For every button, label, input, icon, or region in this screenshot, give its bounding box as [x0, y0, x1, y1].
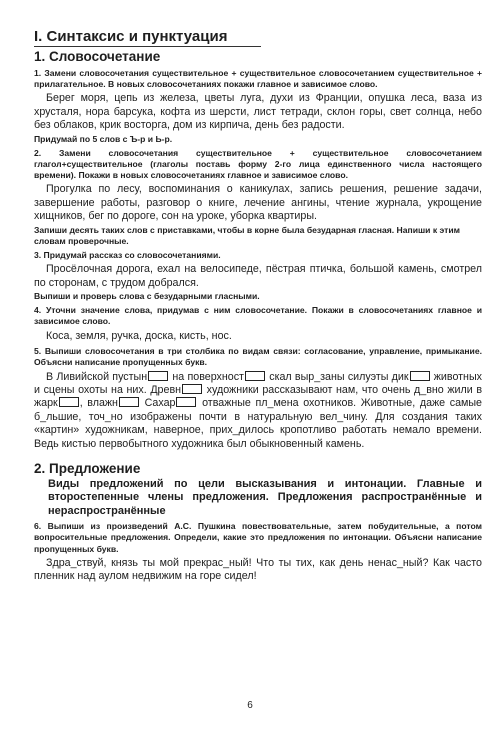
text-segment: Сахар: [139, 397, 176, 410]
task-1-instruction: 1. Замени словосочетания существительное + существительное словосочетанием существительное + прилагательное. В новых словосочетаниях покажи главное и зависимое слово.: [34, 68, 482, 90]
blank-box: [182, 384, 202, 394]
task-3-note: Выпиши и проверь слова с безударными гласными.: [34, 291, 260, 302]
blank-box: [119, 397, 139, 407]
task-4-text: Коса, земля, ручка, доска, кисть, нос.: [46, 329, 232, 342]
text-segment: на поверхност: [169, 370, 244, 383]
task-2-note: Запиши десять таких слов с приставками, чтобы в корне была безударная гласная. Напиши к этим словам проверочные.: [34, 224, 461, 246]
section-title-1: 1. Словосочетание: [34, 49, 161, 64]
textbook-page: [34, 28, 482, 585]
task-4-instruction: 4. Уточни значение слова, придумав с ним словосочетание. Покажи в словосочетаниях главное и зависимое слово.: [34, 305, 482, 327]
blank-box: [59, 397, 79, 407]
task-1-note: Придумай по 5 слов с Ъ-р и Ь-р.: [34, 133, 173, 144]
text-segment: художники рассказывают нам, что очень д_вно жили в жарк: [34, 383, 482, 410]
text-segment: В Ливийской пустын: [46, 370, 148, 383]
blank-box: [410, 371, 430, 381]
task-2-text: Прогулка по лесу, воспоминания о каникулах, запись решения, решение задачи, завершение работы, разговор о книге, лечение ангины, чтение журнала, укрощение хищников, бег по дороге, сон на уроке, уборка квартиры.: [34, 183, 482, 223]
task-5-instruction: 5. Выпиши словосочетания в три столбика по видам связи: согласование, управление, примыкание. Объясни написание пропущенных букв.: [34, 346, 482, 368]
task-3-text: Просёлочная дорога, ехал на велосипеде, пёстрая птичка, большой камень, смотрел по сторонам, с трудом добрался.: [34, 263, 482, 289]
blank-box: [176, 397, 196, 407]
task-6-text: Здра_ствуй, князь ты мой прекрас_ный! Что ты тих, как день ненас_ный? Как часто пленник над аулом недвижим на горе сидел!: [34, 556, 482, 583]
task-6-instruction: 6. Выпиши из произведений А.С. Пушкина повествовательные, затем побудительные, а потом вопросительные предложения. Определи, какие это предложения по интонации. Объясни написание пропущенных букв.: [34, 521, 482, 554]
chapter-title: I. Синтаксис и пунктуация: [34, 28, 261, 47]
task-5-text: [34, 371, 482, 451]
task-1-text: Берег моря, цепь из железа, цветы луга, духи из Франции, опушка леса, ваза из хрусталя, нора барсука, кофта из шерсти, лист тетради, склон горы, свет солнца, небо без облаков, крик восторга, дом из кирпича, день без радости.: [34, 92, 482, 132]
section-title-2: 2. Предложение: [34, 460, 141, 476]
task-3-instruction: 3. Придумай рассказ со словосочетаниями.: [34, 250, 221, 261]
text-segment: скал выр_заны силуэты дик: [265, 370, 409, 383]
blank-box: [245, 371, 265, 381]
text-segment: отважные пл_мена охотников. Животные, даже самые б_льшие, точ_но изображены почти в натуральную вел_чину. Для создания таких «картин» художникам, наверное, прих_дилось кропотливо работать немало времени. Ведь кистью первобытного художника был обыкновенный камень.: [34, 397, 482, 450]
blank-box: [148, 371, 168, 381]
page-number: 6: [247, 700, 253, 711]
task-2-instruction: 2. Замени словосочетания существительное + существительное словосочетанием глагол+существительное (глаголы поставь форму 2-го лица единственного числа настоящего времени). Покажи в новых словосочетаниях главное и зависимое слово.: [34, 147, 482, 181]
text-segment: животных и сцены охоты на них. Древн: [34, 370, 482, 396]
text-segment: , влажн: [79, 397, 118, 410]
section-2-theme: Виды предложений по цели высказывания и интонации. Главные и второстепенные члены предложения. Предложения распространённые и нераспространённые: [48, 477, 482, 517]
